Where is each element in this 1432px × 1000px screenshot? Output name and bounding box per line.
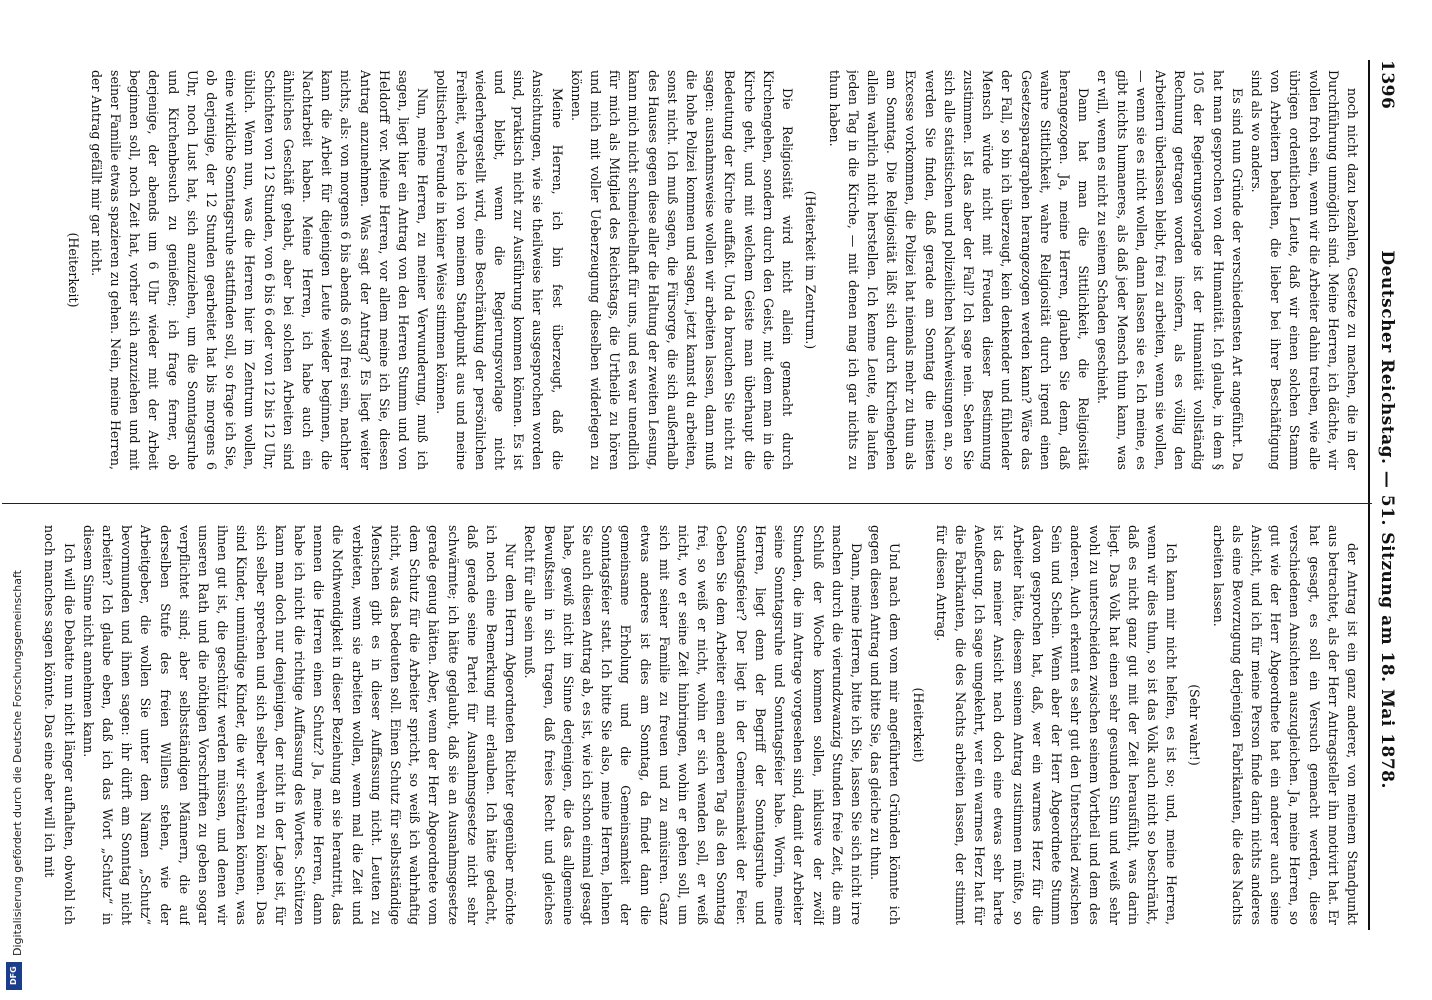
paragraph: Nur dem Herrn Abgeordneten Richter gegenüber möchte ich noch eine Bemerkung mir erlauben. Ich hätte gedacht, daß gerade seine Partei für Ausnahmsgesetze nicht sehr schwärmte; ich hätte geglaubt, daß sie an Ausnahmsgesetze gerade genug hätten. Aber, wenn der Herr Abgeordnete vom dem Schutz für die Arbeiter spricht, so weiß ich wahrhaftig nicht, was das bedeuten soll. Einen Schutz für selbstständige Menschen gibt es in dieser Auffassung nicht. Leuten zu verbieten, wenn sie arbeiten wollen, wenn mal die Zeit und die Nothwendigkeit in dieser Beziehung an sie herantritt, das nennen die Herren einen Schutz? Ja, meine Herren, dann habe ich nicht die richtige Auffassung des Wortes. Schützen kann man doch nur denjenigen, der nicht in der Lage ist, für sich selber sprechen und sich selber wehren zu können. Das sind Kinder, unmündige Kinder, die wir schützen können, was ihnen gut ist, die geschützt werden müssen, und denen wir unseren Rath und die nöthigen Vorschriften zu geben sogar verpflichtet sind; aber selbstständigen Männern, die auf derselben Stufe des freien Willens stehen, wie der Arbeitgeber, die wollen Sie unter dem Namen „Schutz“ bevormunden und ihnen sagen: ihr dürft am Sonntag nicht arbeiten? Ich glaube eben, daß ich das Wort „Schutz“ in diesem Sinne nicht annehmen kann.	[80, 525, 519, 925]
paragraph: Dann, meine Herren, bitte ich Sie, lassen Sie sich nicht irre machen durch die vierundzwanzig Stunden freie Zeit, die am Schluß der Woche kommen sollen, inklusive der zwölf Stunden, die im Antrage vorgesehen sind, damit der Arbeiter seine Sonntagsruhe und Sonntagsfeier habe. Worin, meine Herren, liegt denn der Begriff der Sonntagsruhe und Sonntagsfeier? Der liegt in der Gemeinsamkeit der Feier. Geben Sie dem Arbeiter einen anderen Tag als den Sonntag frei, so weiß er nicht, wohin er sich wenden soll, er weiß nicht, wo er seine Zeit hinbringen, wohin er gehen soll, um sich mit seiner Familie zu freuen und zu amüsiren. Ganz etwas anderes ist dies am Sonntag, da findet dann die gemeinsame Erholung und die Gemeinsamkeit der Sonntagsfeier statt. Ich bitte Sie also, meine Herren, lehnen Sie auch diesen Antrag ab, es ist, wie ich schon einmal gesagt habe, gewiß nicht im Sinne derjenigen, die das allgemeine Bewußtsein in sich tragen, daß freies Recht und gleiches Recht für alle sein muß.	[522, 525, 864, 925]
left-column	[22, 70, 1362, 470]
paragraph: Nun, meine Herren, zu meiner Verwunderung, muß ich sagen, liegt hier ein Antrag von den Herren Stumm und von Heldorff vor. Meine Herren, vor allem meine ich Sie, diesen Antrag anzunehmen. Was sagt der Antrag? Es liegt weiter nichts, als: von morgens 6 bis abends 6 soll frei sein, nachher kann die Arbeit für diejenigen Leute wieder beginnen, die Nachtarbeit haben. Meine Herren, ich habe auch ein ähnliches Geschäft gehabt, aber bei solchen Arbeiten sind Schichten von 12 Stunden, von 6 bis 6 oder von 12 bis 12 Uhr, üblich. Wenn nun, was die Herren hier im Zentrum wollen, eine wirkliche Sonntagsruhe stattfinden soll, so frage ich Sie, ob derjenige, der 12 Stunden gearbeitet hat bis morgens 6 Uhr, noch Lust hat, sich anzuziehen, um die Sonntagsruhe und Kirchenbesuch zu genießen; ich frage ferner, ob derjenige, der abends um 6 Uhr wieder mit der Arbeit beginnen soll, noch Zeit hat, vorher sich anzuziehen und mit seiner Familie etwas spazieren zu gehen. Nein, meine Herren, der Antrag gefällt mir gar nicht.	[88, 70, 431, 470]
stage-direction: (Sehr wahr!)	[1187, 684, 1203, 766]
right-column	[22, 525, 1362, 925]
paragraph: Ich kann mir nicht helfen, es ist so; und, meine Herren, wenn wir dies thun, so ist das Volk auch nicht so beschränkt, daß es nicht ganz gut mit der Zeit herausfühlt, was darin liegt. Das Volk hat einen sehr gesunden Sinn und weiß sehr wohl zu unterscheiden zwischen seinem Vortheil und dem des anderen. Auch erkennt es sehr gut den Unterschied zwischen Sein und Schein. Wenn aber der Herr Abgeordnete Stumm davon gesprochen hat, daß, wer ein warmes Herz für die Arbeiter hätte, diesem seinem Antrag zustimmen müßte, so ist das meiner Ansicht nach doch eine etwas sehr harte Aeußerung. Ich sage umgekehrt, wer ein warmes Herz hat für die Fabrikanten, die des Nachts arbeiten lassen, der stimmt für diesen Antrag.	[933, 525, 1180, 925]
stage-direction: (Heiterkeit)	[910, 687, 926, 763]
paragraph: Dann hat man die Sittlichkeit, die Religiosität herangezogen. Ja, meine Herren, glauben Sie denn, daß wahre Sittlichkeit, wahre Religiosität durch irgend einen Gesetzesparagraphen herangezogen werden kann? Wäre das der Fall, so bin ich überzeugt, kein denkender und fühlender Mensch würde nicht mit Freuden dieser Bestimmung zustimmen. Ist das aber der Fall? Ich sage nein. Sehen Sie sich alle statistischen und polizeilichen Nachweisungen an, so werden Sie finden, daß gerade am Sonntag die meisten Excesse vorkommen, die Polizei hat niemals mehr zu thun als am Sonntag. Die Religiosität läßt sich durch Kirchengehen allein wahrlich nicht herstellen. Ich kenne Leute, die laufen jeden Tag in die Kirche, — mit denen mag ich gar nichts zu thun haben.	[826, 70, 1092, 470]
paragraph: noch nicht dazu bezahlen, Gesetze zu machen, die in der Durchführung unmöglich sind. Meine Herren, ich dächte, wir wollen froh sein, wenn wir die Arbeiter dahin treiben, wie alle übrigen ordentlichen Leute, daß wir einen solchen Stamm von Arbeitern behalten, die lieber bei ihrer Beschäftigung sind als wo anders.	[1248, 70, 1360, 470]
paragraph: der Antrag ist ein ganz anderer, von meinem Standpunkt aus betrachtet, als der Herr Antragsteller ihn motivirt hat. Er hat gesagt, es soll ein Versuch gemacht werden, diese verschiedenen Ansichten auszugleichen. Ja, meine Herren, so gut wie der Herr Abgeordnete hat ein anderer auch seine Ansicht, und ich für meine Person finde darin nichts anderes als eine Bevorzugung derjenigen Fabrikanten, die des Nachts arbeiten lassen.	[1210, 525, 1360, 925]
dfg-logo: DFG	[6, 962, 22, 990]
stage-direction: (Heiterkeit im Zentrum.)	[803, 190, 819, 350]
credit-text: Digitalisierung gefördert durch die Deutsche Forschungsgemeinschaft	[11, 570, 24, 956]
page-header	[1368, 60, 1404, 930]
paragraph: Die Religiosität wird nicht allein gemacht durch Kirchengehen, sondern durch den Geist, mit dem man in die Kirche geht, und mit welchem Geiste man überhaupt die Bedeutung der Kirche auffaßt. Und da brauchen Sie nicht zu sagen: ausnahmsweise wollen wir arbeiten lassen, dann muß die hohe Polizei kommen und sagen, jetzt kannst du arbeiten, sonst nicht. Ich muß sagen, die Fürsorge, die sich außerhalb des Hauses gegen diese aller die Haltung der zweiten Lesung, kann mich nicht schmeichelhaft für uns, und es war unendlich für mich als Mitglied des Reichstags, die Urtheile zu hören und mich mit voller Ueberzeugung dieselben widerlegen zu können.	[568, 70, 796, 470]
paragraph: Es sind nun Gründe der verschiedensten Art angeführt. Da hat man gesprochen von der Humanität. Ich glaube, in dem § 105 der Regierungsvorlage ist der Humanität vollständig Rechnung getragen worden insofern, als es völlig den Arbeitern überlassen bleibt, frei zu arbeiten, wenn sie wollen, — wenn sie es nicht wollen, dann lassen sie es. Ich meine, es gibt nichts humaneres, als daß jeder Mensch thun kann, was er will, wenn es nicht zu seinem Schaden geschieht.	[1095, 70, 1245, 470]
digitization-credit	[4, 11, 24, 996]
paragraph: Ich will die Debatte nun nicht länger aufhalten, obwohl ich noch manches sagen könnte. Das eine aber will ich mit	[42, 525, 77, 925]
stage-direction: (Heiterkeit)	[65, 232, 81, 308]
paragraph: Und nach dem vom mir angeführten Gründen könnte ich gegen diesen Antrag und bitte Sie, das gleiche zu thun.	[868, 525, 903, 925]
column-divider	[2, 503, 1372, 504]
paragraph: Meine Herren, ich bin fest überzeugt, daß die Ansichtungen, wie sie theilweise hier ausgesprochen worden sind, praktisch nicht zur Ausführung kommen können. Es ist und bleibt, wenn die Regierungsvorlage nicht wiederhergestellt wird, eine Beschränkung der persönlichen Freiheit, welche ich von meinem Standpunkt aus und meine politischen Freunde in keiner Weise stimmen können.	[434, 70, 565, 470]
page-number: 1396	[1377, 60, 1397, 110]
page-title: Deutscher Reichstag. — 51. Sitzung am 18. Mai 1878.	[1377, 250, 1397, 789]
